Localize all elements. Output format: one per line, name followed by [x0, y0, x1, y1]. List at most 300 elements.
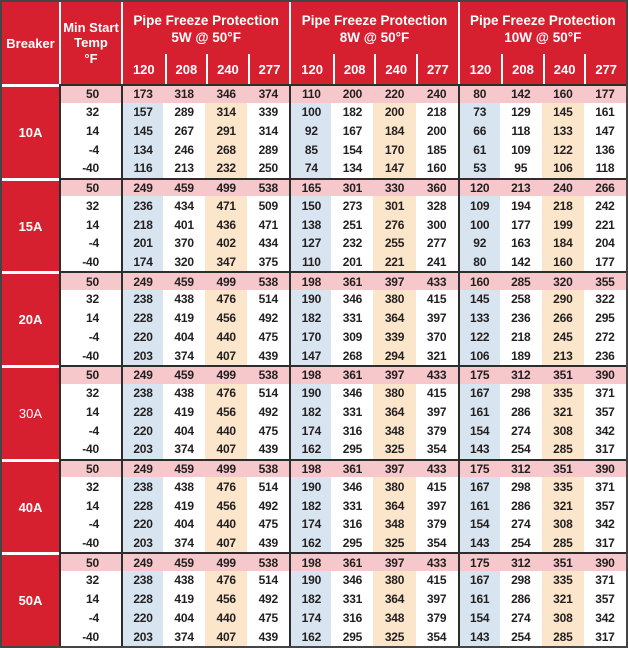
value-cell: 514	[247, 571, 289, 590]
value-cell: 374	[163, 534, 205, 553]
value-cell: 390	[584, 552, 626, 571]
value-cell: 190	[289, 477, 331, 496]
value-cell: 438	[163, 384, 205, 403]
value-cell: 95	[500, 159, 542, 178]
breaker-cell: 20A	[2, 271, 59, 365]
value-cell: 331	[331, 496, 373, 515]
value-cell: 407	[205, 440, 247, 459]
value-cell: 109	[500, 140, 542, 159]
table-body	[2, 84, 626, 646]
value-cell: 204	[584, 234, 626, 253]
value-cell: 397	[373, 459, 415, 478]
value-cell: 317	[584, 534, 626, 553]
value-cell: 147	[584, 121, 626, 140]
value-cell: 433	[416, 459, 458, 478]
value-cell: 331	[331, 590, 373, 609]
value-cell: 255	[373, 234, 415, 253]
value-cell: 134	[121, 140, 163, 159]
group-title-line: Pipe Freeze Protection	[133, 13, 279, 29]
value-cell: 380	[373, 384, 415, 403]
value-cell: 492	[247, 496, 289, 515]
value-cell: 514	[247, 477, 289, 496]
value-cell: 100	[458, 215, 500, 234]
value-cell: 316	[331, 609, 373, 628]
value-cell: 236	[500, 309, 542, 328]
value-cell: 339	[247, 103, 289, 122]
value-cell: 236	[584, 346, 626, 365]
value-cell: 266	[584, 178, 626, 197]
value-cell: 317	[584, 627, 626, 646]
value-cell: 285	[542, 627, 584, 646]
value-cell: 419	[163, 496, 205, 515]
value-cell: 100	[289, 103, 331, 122]
value-cell: 285	[542, 534, 584, 553]
value-cell: 499	[205, 459, 247, 478]
value-cell: 371	[584, 477, 626, 496]
value-cell: 160	[542, 253, 584, 272]
value-cell: 538	[247, 271, 289, 290]
value-cell: 364	[373, 496, 415, 515]
breaker-group-50A	[2, 552, 626, 646]
value-cell: 162	[289, 534, 331, 553]
value-cell: 200	[416, 121, 458, 140]
value-cell: 492	[247, 402, 289, 421]
value-cell: 274	[500, 609, 542, 628]
value-cell: 439	[247, 440, 289, 459]
value-cell: 80	[458, 84, 500, 103]
value-cell: 285	[542, 440, 584, 459]
value-cell: 397	[373, 365, 415, 384]
value-cell: 285	[500, 271, 542, 290]
voltage-header: 240	[206, 54, 248, 84]
value-cell: 407	[205, 534, 247, 553]
value-cell: 436	[205, 215, 247, 234]
value-cell: 357	[584, 402, 626, 421]
min-start-temp-cell: 14	[59, 121, 121, 140]
value-cell: 145	[121, 121, 163, 140]
value-cell: 175	[458, 552, 500, 571]
value-cell: 380	[373, 477, 415, 496]
value-cell: 73	[458, 103, 500, 122]
value-cell: 189	[500, 346, 542, 365]
value-cell: 476	[205, 384, 247, 403]
value-cell: 440	[205, 421, 247, 440]
value-cell: 404	[163, 328, 205, 347]
value-cell: 294	[373, 346, 415, 365]
value-cell: 434	[247, 234, 289, 253]
value-cell: 184	[542, 234, 584, 253]
value-cell: 238	[121, 290, 163, 309]
value-cell: 249	[121, 365, 163, 384]
min-start-temp-cell: -40	[59, 253, 121, 272]
value-cell: 221	[584, 215, 626, 234]
value-cell: 320	[163, 253, 205, 272]
value-cell: 203	[121, 346, 163, 365]
value-cell: 317	[584, 440, 626, 459]
voltage-header: 208	[333, 54, 375, 84]
voltage-header-row-5w	[123, 54, 289, 84]
value-cell: 254	[500, 440, 542, 459]
value-cell: 407	[205, 627, 247, 646]
value-cell: 397	[416, 496, 458, 515]
value-cell: 213	[163, 159, 205, 178]
value-cell: 133	[542, 121, 584, 140]
value-cell: 249	[121, 552, 163, 571]
breaker-cell: 50A	[2, 552, 59, 646]
min-start-temp-cell: 14	[59, 402, 121, 421]
value-cell: 143	[458, 440, 500, 459]
value-cell: 298	[500, 384, 542, 403]
value-cell: 198	[289, 271, 331, 290]
value-cell: 314	[205, 103, 247, 122]
value-cell: 475	[247, 609, 289, 628]
table-header	[2, 2, 626, 84]
value-cell: 174	[289, 421, 331, 440]
value-cell: 348	[373, 421, 415, 440]
voltage-header: 120	[469, 61, 492, 77]
value-cell: 440	[205, 515, 247, 534]
value-cell: 167	[458, 571, 500, 590]
value-cell: 154	[331, 140, 373, 159]
voltage-header: 277	[416, 54, 458, 84]
voltage-header: 120	[132, 61, 155, 77]
value-cell: 471	[247, 215, 289, 234]
value-cell: 177	[500, 215, 542, 234]
group-title-10w	[460, 2, 626, 54]
value-cell: 475	[247, 328, 289, 347]
value-cell: 266	[542, 309, 584, 328]
value-cell: 415	[416, 477, 458, 496]
value-cell: 402	[205, 234, 247, 253]
value-cell: 361	[331, 459, 373, 478]
min-start-temp-cell: -4	[59, 609, 121, 628]
value-cell: 129	[500, 103, 542, 122]
value-cell: 182	[289, 496, 331, 515]
value-cell: 355	[584, 271, 626, 290]
voltage-header: 120	[301, 61, 323, 77]
value-cell: 220	[373, 84, 415, 103]
value-cell: 325	[373, 627, 415, 646]
value-cell: 415	[416, 290, 458, 309]
value-cell: 404	[163, 421, 205, 440]
value-cell: 371	[584, 384, 626, 403]
value-cell: 357	[584, 496, 626, 515]
min-start-temp-cell: 50	[59, 271, 121, 290]
value-cell: 201	[121, 234, 163, 253]
value-cell: 201	[331, 253, 373, 272]
min-start-temp-cell: -4	[59, 140, 121, 159]
value-cell: 182	[289, 402, 331, 421]
value-cell: 190	[289, 384, 331, 403]
value-cell: 295	[331, 534, 373, 553]
value-cell: 321	[542, 590, 584, 609]
value-cell: 220	[121, 421, 163, 440]
value-cell: 220	[121, 328, 163, 347]
value-cell: 286	[500, 590, 542, 609]
value-cell: 198	[289, 459, 331, 478]
value-cell: 167	[458, 384, 500, 403]
voltage-header: 208	[501, 54, 543, 84]
value-cell: 238	[121, 571, 163, 590]
voltage-header: 240	[374, 54, 416, 84]
value-cell: 514	[247, 384, 289, 403]
value-cell: 122	[542, 140, 584, 159]
value-cell: 258	[500, 290, 542, 309]
value-cell: 330	[373, 178, 415, 197]
value-cell: 476	[205, 477, 247, 496]
value-cell: 218	[416, 103, 458, 122]
min-start-temp-cell: 32	[59, 196, 121, 215]
value-cell: 162	[289, 440, 331, 459]
group-header-5w	[121, 2, 289, 84]
value-cell: 274	[500, 421, 542, 440]
value-cell: 138	[289, 215, 331, 234]
value-cell: 415	[416, 384, 458, 403]
value-cell: 456	[205, 496, 247, 515]
breaker-group-40A	[2, 459, 626, 553]
value-cell: 322	[584, 290, 626, 309]
min-start-temp-cell: 50	[59, 84, 121, 103]
value-cell: 346	[331, 571, 373, 590]
temp-header-line: Min Start	[63, 20, 119, 35]
value-cell: 220	[121, 515, 163, 534]
value-cell: 238	[121, 384, 163, 403]
value-cell: 273	[331, 196, 373, 215]
value-cell: 415	[416, 571, 458, 590]
value-cell: 459	[163, 271, 205, 290]
value-cell: 61	[458, 140, 500, 159]
value-cell: 419	[163, 309, 205, 328]
value-cell: 397	[416, 402, 458, 421]
value-cell: 289	[247, 140, 289, 159]
temp-header-line: Temp	[74, 35, 108, 51]
value-cell: 331	[331, 309, 373, 328]
value-cell: 109	[458, 196, 500, 215]
value-cell: 397	[416, 309, 458, 328]
value-cell: 145	[542, 103, 584, 122]
value-cell: 290	[542, 290, 584, 309]
value-cell: 92	[458, 234, 500, 253]
value-cell: 228	[121, 496, 163, 515]
value-cell: 538	[247, 552, 289, 571]
value-cell: 161	[458, 590, 500, 609]
value-cell: 439	[247, 346, 289, 365]
min-start-temp-cell: -40	[59, 440, 121, 459]
voltage-header-row-8w	[291, 54, 457, 84]
value-cell: 370	[163, 234, 205, 253]
value-cell: 440	[205, 328, 247, 347]
value-cell: 312	[500, 552, 542, 571]
value-cell: 267	[163, 121, 205, 140]
value-cell: 348	[373, 609, 415, 628]
value-cell: 325	[373, 440, 415, 459]
value-cell: 147	[289, 346, 331, 365]
value-cell: 291	[205, 121, 247, 140]
value-cell: 160	[542, 84, 584, 103]
value-cell: 475	[247, 421, 289, 440]
min-start-temp-cell: -4	[59, 515, 121, 534]
group-title-5w	[123, 2, 289, 54]
group-header-10w	[458, 2, 626, 84]
value-cell: 276	[373, 215, 415, 234]
value-cell: 127	[289, 234, 331, 253]
value-cell: 397	[416, 590, 458, 609]
value-cell: 476	[205, 290, 247, 309]
value-cell: 390	[584, 459, 626, 478]
value-cell: 438	[163, 477, 205, 496]
value-cell: 419	[163, 590, 205, 609]
value-cell: 312	[500, 459, 542, 478]
value-cell: 251	[331, 215, 373, 234]
value-cell: 232	[331, 234, 373, 253]
min-start-temp-cell: -40	[59, 159, 121, 178]
value-cell: 309	[331, 328, 373, 347]
value-cell: 228	[121, 590, 163, 609]
voltage-header: 208	[165, 54, 207, 84]
value-cell: 456	[205, 402, 247, 421]
value-cell: 321	[416, 346, 458, 365]
value-cell: 118	[584, 159, 626, 178]
value-cell: 360	[416, 178, 458, 197]
min-start-temp-cell: -4	[59, 328, 121, 347]
value-cell: 268	[331, 346, 373, 365]
value-cell: 335	[542, 477, 584, 496]
value-cell: 182	[289, 590, 331, 609]
value-cell: 106	[542, 159, 584, 178]
value-cell: 351	[542, 552, 584, 571]
value-cell: 228	[121, 309, 163, 328]
value-cell: 203	[121, 440, 163, 459]
value-cell: 249	[121, 459, 163, 478]
group-subtitle-line: 8W @ 50°F	[339, 30, 410, 45]
breaker-group-20A	[2, 271, 626, 365]
value-cell: 351	[542, 365, 584, 384]
value-cell: 200	[331, 84, 373, 103]
value-cell: 379	[416, 421, 458, 440]
breaker-header-label: Breaker	[6, 35, 55, 51]
value-cell: 538	[247, 178, 289, 197]
value-cell: 361	[331, 552, 373, 571]
value-cell: 163	[500, 234, 542, 253]
breaker-group-30A	[2, 365, 626, 459]
value-cell: 321	[542, 402, 584, 421]
group-title-8w	[291, 2, 457, 54]
value-cell: 242	[584, 196, 626, 215]
value-cell: 116	[121, 159, 163, 178]
value-cell: 314	[247, 121, 289, 140]
value-cell: 250	[247, 159, 289, 178]
value-cell: 514	[247, 290, 289, 309]
value-cell: 374	[247, 84, 289, 103]
value-cell: 342	[584, 609, 626, 628]
value-cell: 122	[458, 328, 500, 347]
value-cell: 308	[542, 421, 584, 440]
voltage-header: 240	[543, 54, 585, 84]
min-start-temp-cell: 14	[59, 309, 121, 328]
value-cell: 194	[500, 196, 542, 215]
value-cell: 295	[584, 309, 626, 328]
value-cell: 246	[163, 140, 205, 159]
breaker-header	[2, 2, 59, 84]
value-cell: 339	[373, 328, 415, 347]
min-start-temp-cell: 32	[59, 477, 121, 496]
value-cell: 374	[163, 346, 205, 365]
value-cell: 438	[163, 290, 205, 309]
value-cell: 295	[331, 440, 373, 459]
value-cell: 316	[331, 515, 373, 534]
value-cell: 190	[289, 290, 331, 309]
value-cell: 213	[500, 178, 542, 197]
value-cell: 492	[247, 309, 289, 328]
breaker-group-15A	[2, 178, 626, 272]
min-start-temp-cell: -40	[59, 346, 121, 365]
value-cell: 347	[205, 253, 247, 272]
value-cell: 161	[584, 103, 626, 122]
value-cell: 325	[373, 534, 415, 553]
value-cell: 161	[458, 496, 500, 515]
value-cell: 110	[289, 253, 331, 272]
value-cell: 218	[500, 328, 542, 347]
min-start-temp-cell: 32	[59, 571, 121, 590]
min-start-temp-header	[59, 2, 121, 84]
value-cell: 499	[205, 365, 247, 384]
group-header-8w	[289, 2, 457, 84]
value-cell: 185	[416, 140, 458, 159]
value-cell: 380	[373, 571, 415, 590]
value-cell: 241	[416, 253, 458, 272]
value-cell: 298	[500, 571, 542, 590]
value-cell: 174	[289, 515, 331, 534]
value-cell: 538	[247, 365, 289, 384]
value-cell: 80	[458, 253, 500, 272]
value-cell: 379	[416, 515, 458, 534]
value-cell: 203	[121, 534, 163, 553]
value-cell: 348	[373, 515, 415, 534]
min-start-temp-cell: 50	[59, 552, 121, 571]
value-cell: 351	[542, 459, 584, 478]
value-cell: 308	[542, 515, 584, 534]
breaker-cell: 10A	[2, 84, 59, 178]
min-start-temp-cell: 32	[59, 384, 121, 403]
value-cell: 274	[500, 515, 542, 534]
value-cell: 354	[416, 440, 458, 459]
value-cell: 380	[373, 290, 415, 309]
value-cell: 286	[500, 402, 542, 421]
value-cell: 440	[205, 609, 247, 628]
value-cell: 298	[500, 477, 542, 496]
value-cell: 404	[163, 515, 205, 534]
value-cell: 221	[373, 253, 415, 272]
value-cell: 433	[416, 271, 458, 290]
value-cell: 499	[205, 271, 247, 290]
value-cell: 240	[416, 84, 458, 103]
value-cell: 459	[163, 365, 205, 384]
value-cell: 249	[121, 271, 163, 290]
value-cell: 492	[247, 590, 289, 609]
voltage-header: 277	[584, 54, 626, 84]
value-cell: 499	[205, 178, 247, 197]
value-cell: 120	[458, 178, 500, 197]
value-cell: 238	[121, 477, 163, 496]
value-cell: 240	[542, 178, 584, 197]
value-cell: 538	[247, 459, 289, 478]
value-cell: 459	[163, 459, 205, 478]
value-cell: 354	[416, 627, 458, 646]
value-cell: 459	[163, 552, 205, 571]
value-cell: 118	[500, 121, 542, 140]
value-cell: 475	[247, 515, 289, 534]
value-cell: 177	[584, 253, 626, 272]
